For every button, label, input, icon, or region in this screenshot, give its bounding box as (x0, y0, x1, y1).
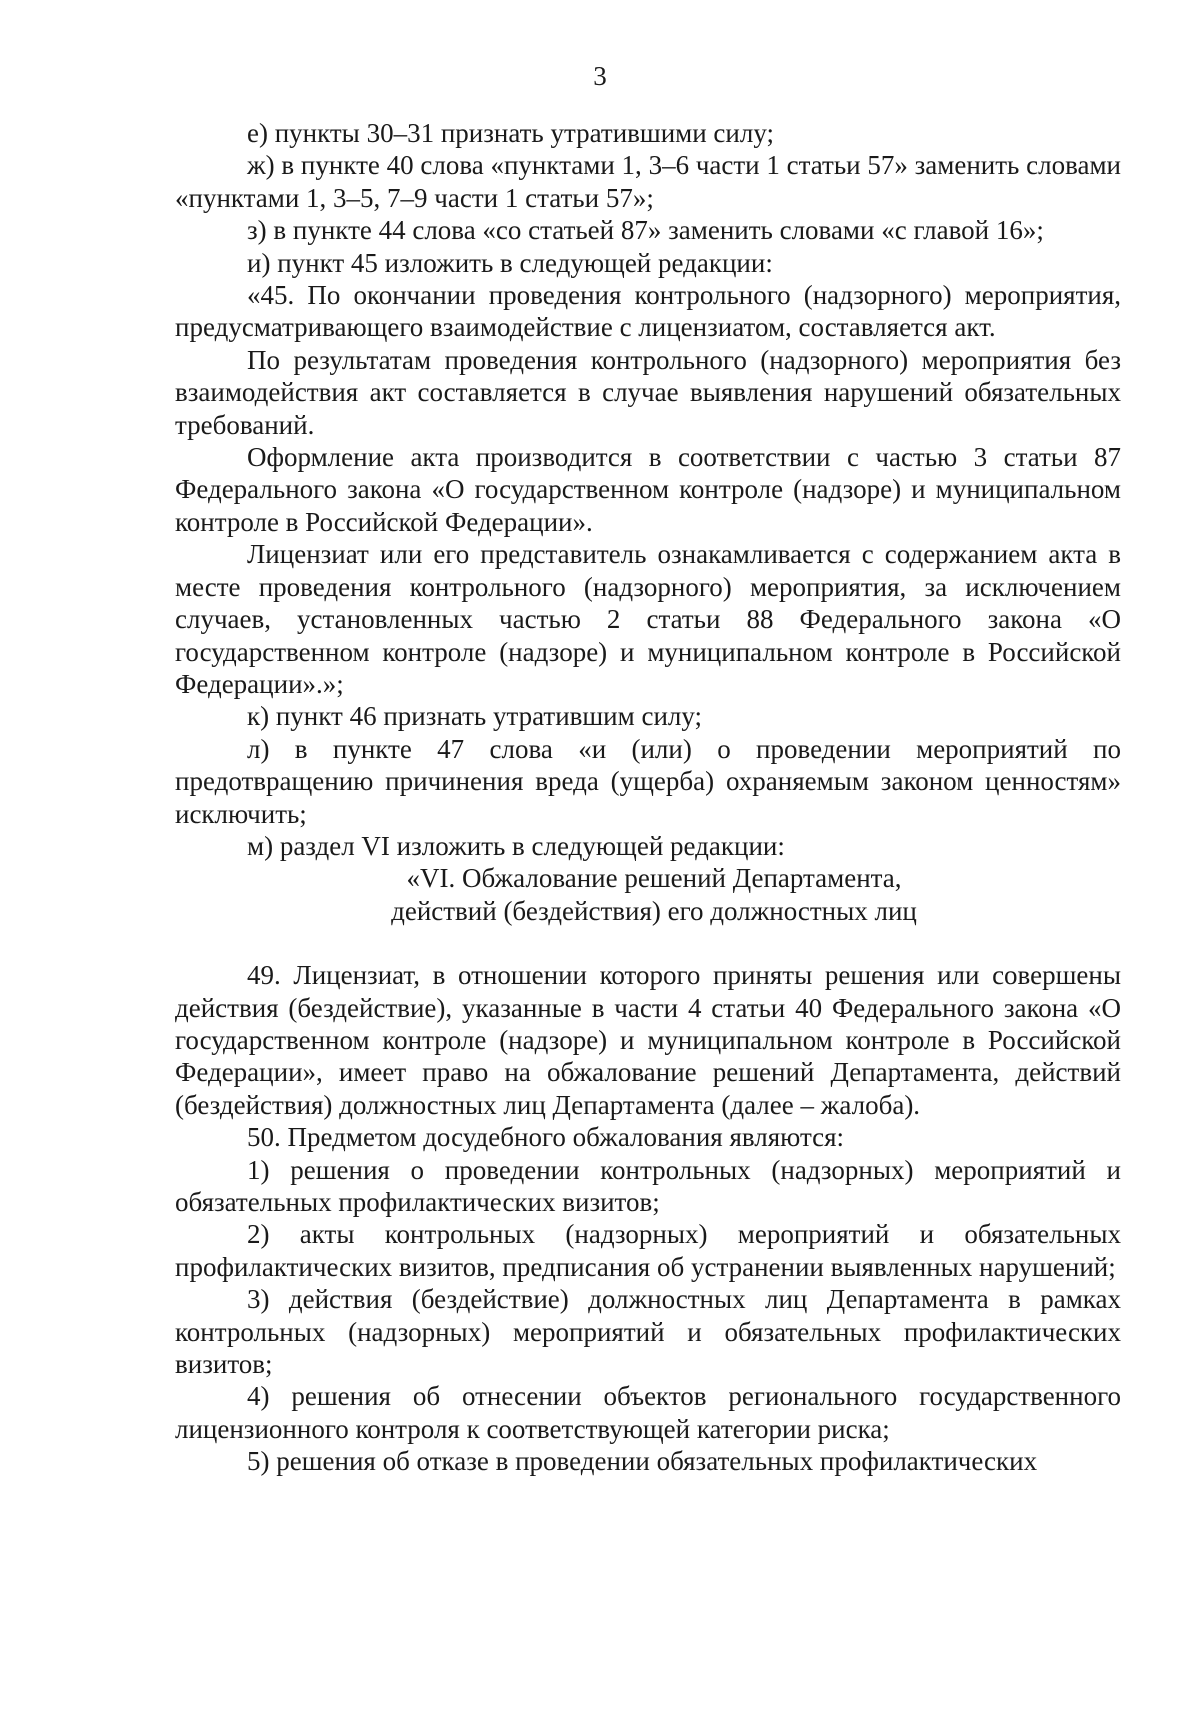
paragraph-act-form: Оформление акта производится в соответствии с частью 3 статьи 87 Федерального закона «О государственном контроле (надзоре) и муниципальном контроле в Российской Федерации». (175, 442, 1121, 537)
paragraph-l: л) в пункте 47 слова «и (или) о проведении мероприятий по предотвращению причинения вреда (ущерба) охраняемым законом ценностям» исключить; (175, 733, 1121, 829)
list-item-5: 5) решения об отказе в проведении обязательных профилактических (247, 1446, 1038, 1477)
paragraph-e: е) пункты 30–31 признать утратившими силу; (247, 118, 774, 148)
section-heading-line-1: «VI. Обжалование решений Департамента, (406, 863, 902, 894)
list-item-4: 4) решения об отнесении объектов регионального государственного лицензионного контроля к соответствующей категории риска; (175, 1381, 1121, 1444)
paragraph-m: м) раздел VI изложить в следующей редакции: (247, 830, 785, 861)
paragraph-k: к) пункт 46 признать утратившим силу; (247, 701, 703, 732)
page-number: 3 (593, 61, 607, 91)
list-item-3: 3) действия (бездействие) должностных лиц Департамента в рамках контрольных (надзорных) мероприятий и обязательных профилактических визитов; (175, 1284, 1121, 1380)
section-heading-line-2: действий (бездействия) его должностных лиц (391, 895, 917, 926)
list-item-2: 2) акты контрольных (надзорных) мероприятий и обязательных профилактических визитов, предписания об устранении выявленных нарушений; (175, 1219, 1121, 1282)
paragraph-zh: ж) в пункте 40 слова «пунктами 1, 3–6 части 1 статьи 57» заменить словами «пунктами 1, 3–5, 7–9 части 1 статьи 57»; (175, 150, 1121, 213)
section-heading (175, 862, 1121, 927)
paragraph-point-49: 49. Лицензиат, в отношении которого приняты решения или совершены действия (бездействие), указанные в части 4 статьи 40 Федерального закона «О государственном контроле (надзоре) и муниципальном контроле в Российской Федерации», имеет право на обжалование решений Департамента, действий (бездействия) должностных лиц Департамента (далее – жалоба). (175, 960, 1121, 1120)
paragraph-results: По результатам проведения контрольного (надзорного) мероприятия без взаимодействия акт составляется в случае выявления нарушений обязательных требований. (175, 344, 1121, 440)
paragraph-point-50: 50. Предметом досудебного обжалования являются: (247, 1122, 845, 1153)
list-item-1: 1) решения о проведении контрольных (надзорных) мероприятий и обязательных профилактических визитов; (175, 1154, 1121, 1217)
paragraph-licensee-review: Лицензиат или его представитель ознакамливается с содержанием акта в месте проведения контрольного (надзорного) мероприятия, за исключением случаев, установленных частью 2 статьи 88 Федерального закона «О государственном контроле (надзоре) и муниципальном контроле в Российской Федерации».»; (175, 539, 1121, 699)
document-body (175, 117, 1121, 1478)
paragraph-i: и) пункт 45 изложить в следующей редакции: (247, 247, 773, 278)
paragraph-z: з) в пункте 44 слова «со статьей 87» заменить словами «с главой 16»; (247, 215, 1044, 246)
paragraph-point-45: «45. По окончании проведения контрольного (надзорного) мероприятия, предусматривающего взаимодействие с лицензиатом, составляется акт. (175, 280, 1121, 343)
